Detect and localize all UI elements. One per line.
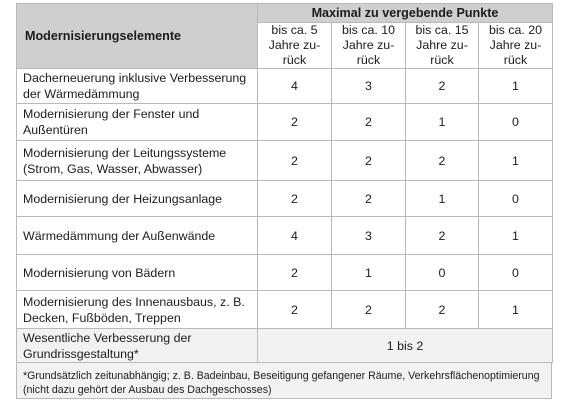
table-row [17,141,553,181]
row-label: Wärmedämmung der Außenwände [17,217,258,255]
cell-value: 2 [406,291,479,329]
cell-value: 0 [406,255,479,291]
cell-value: 2 [332,291,406,329]
table-row [17,104,553,141]
column-header-15-years: bis ca. 15 Jahre zu-rück [406,23,479,69]
cell-value: 2 [258,141,332,181]
table-row [17,69,553,104]
cell-value: 2 [258,104,332,141]
modernization-points-table [16,3,553,363]
cell-value: 2 [406,217,479,255]
cell-value: 1 [406,104,479,141]
row-label: Modernisierung von Bädern [17,255,258,291]
cell-value: 2 [406,69,479,104]
cell-value: 4 [258,217,332,255]
table-row [17,291,553,329]
footnote: *Grundsätzlich zeitunabhängig; z. B. Badeinbau, Beseitigung gefangener Räume, Verkehrsflächenoptimierung (nicht dazu gehört der Ausbau des Dachgeschosses) [16,363,552,399]
modernization-points-table-container [16,3,552,399]
header-modernization-elements: Modernisierungselemente [17,4,258,69]
cell-value: 2 [332,181,406,217]
cell-value: 4 [258,69,332,104]
table-row-floor-plan [17,329,553,363]
header-max-points: Maximal zu vergebende Punkte [258,4,553,23]
row-label: Modernisierung der Fenster und Außentüren [17,104,258,141]
cell-value: 2 [258,255,332,291]
cell-value: 2 [332,141,406,181]
cell-value: 1 [332,255,406,291]
cell-value: 2 [258,291,332,329]
table-row [17,255,553,291]
table-row [17,217,553,255]
row-label: Modernisierung der Leitungssysteme (Strom, Gas, Wasser, Abwasser) [17,141,258,181]
cell-value-range: 1 bis 2 [258,329,553,363]
cell-value: 3 [332,69,406,104]
row-label: Modernisierung der Heizungsanlage [17,181,258,217]
column-header-5-years: bis ca. 5 Jahre zu-rück [258,23,332,69]
cell-value: 3 [332,217,406,255]
row-label: Wesentliche Verbesserung der Grundrissgestaltung* [17,329,258,363]
cell-value: 1 [479,141,553,181]
column-header-10-years: bis ca. 10 Jahre zu-rück [332,23,406,69]
column-header-20-years: bis ca. 20 Jahre zu-rück [479,23,553,69]
cell-value: 2 [258,181,332,217]
row-label: Dacherneuerung inklusive Verbesserung der Wärmedämmung [17,69,258,104]
cell-value: 1 [406,181,479,217]
cell-value: 0 [479,255,553,291]
cell-value: 2 [406,141,479,181]
cell-value: 1 [479,291,553,329]
row-label: Modernisierung des Innenausbaus, z. B. Decken, Fußböden, Treppen [17,291,258,329]
cell-value: 2 [332,104,406,141]
cell-value: 0 [479,181,553,217]
cell-value: 0 [479,104,553,141]
table-row [17,181,553,217]
cell-value: 1 [479,69,553,104]
cell-value: 1 [479,217,553,255]
